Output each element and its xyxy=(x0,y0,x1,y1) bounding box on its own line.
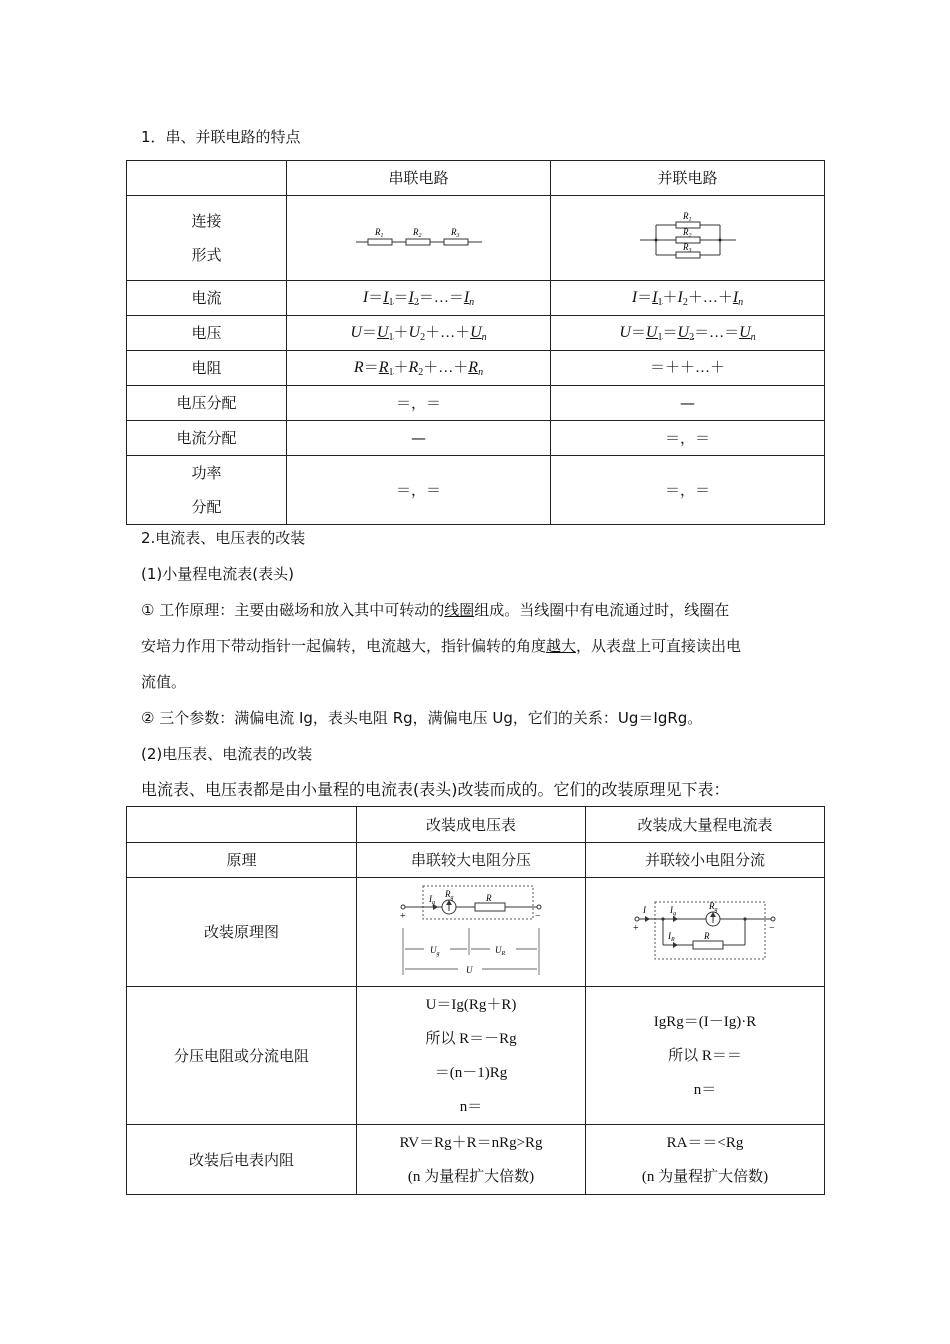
row-label-voltage-division: 电压分配 xyxy=(127,386,287,421)
paragraph-three-parameters: ② 三个参数：满偏电流 Ig，表头电阻 Rg，满偏电压 Ug，它们的关系：Ug＝IgRg。 xyxy=(141,709,703,727)
parallel-current-formula: $I=I_1+I_2+\dots+I_n$ xyxy=(551,281,825,316)
formula-line: 所以 R＝－Rg xyxy=(425,1030,517,1047)
voltmeter-diagram-cell xyxy=(357,878,586,987)
formula-line: 所以 R＝＝ xyxy=(668,1047,742,1064)
parallel-circuit-diagram xyxy=(638,208,738,268)
resistor-r3 xyxy=(444,239,468,245)
ammeter-principle: 并联较小电阻分流 xyxy=(586,843,825,878)
row-label-resistor: 分压电阻或分流电阻 xyxy=(127,987,357,1125)
label-ig: $I_g$ xyxy=(429,894,435,906)
paragraph-working-principle-line3: 流值。 xyxy=(141,673,187,691)
plus-sign: + xyxy=(633,923,639,934)
formula-line: n＝ xyxy=(459,1098,483,1115)
row-label-voltage: 电压 xyxy=(127,316,287,351)
formula-line: RV＝Rg＋R＝nRg>Rg xyxy=(399,1134,543,1151)
label-rg: $R_g$ xyxy=(445,889,454,901)
series-diagram-cell xyxy=(287,196,551,281)
text: ① 工作原理：主要由磁场和放入其中可转动的 xyxy=(141,601,445,619)
paragraph-working-principle-line2 xyxy=(141,628,821,664)
voltmeter-inner-resistance xyxy=(357,1125,586,1195)
text: 组成。当线圈中有电流通过时，线圈在 xyxy=(474,601,730,619)
junction xyxy=(743,917,746,920)
formula-line: n＝ xyxy=(693,1081,717,1098)
circuit-table xyxy=(126,160,825,525)
parallel-current-division: ＝，＝ xyxy=(551,421,825,456)
parallel-power-division: ＝，＝ xyxy=(551,456,825,525)
parallel-voltage-division: — xyxy=(551,386,825,421)
voltmeter-resistor-formulas xyxy=(357,987,586,1125)
formula-line: RA＝＝<Rg xyxy=(666,1134,744,1151)
row-label-diagram: 改装原理图 xyxy=(127,878,357,987)
header-parallel: 并联电路 xyxy=(551,161,825,196)
label-line: 功率 xyxy=(191,464,222,482)
section2-title: 2.电流表、电压表的改装 xyxy=(141,529,306,547)
series-resistance-formula: $R=R_1+R_2+\dots+R_n$ xyxy=(287,351,551,386)
plus-sign: + xyxy=(400,911,406,922)
label-r3: $R_3$ xyxy=(682,242,691,254)
parallel-voltage-formula: $U=U_1=U_2=\dots=U_n$ xyxy=(551,316,825,351)
row-label-resistance: 电阻 xyxy=(127,351,287,386)
label-r2: $R_2$ xyxy=(412,227,421,239)
ammeter-conversion-diagram xyxy=(630,897,780,967)
label-r: R xyxy=(486,893,492,903)
label-r1: $R_1$ xyxy=(374,227,383,239)
current-arrow xyxy=(645,916,650,922)
section2-intro: 电流表、电压表都是由小量程的电流表(表头)改装而成的。它们的改装原理见下表： xyxy=(141,780,730,799)
label-ug: $U_g$ xyxy=(430,945,440,957)
text: ，从表盘上可直接读出电 xyxy=(576,637,742,655)
formula-line: IgRg＝(I－Ig)·R xyxy=(653,1013,757,1030)
label-line: 形式 xyxy=(191,246,222,264)
series-current-division: — xyxy=(287,421,551,456)
terminal-negative xyxy=(771,917,775,921)
label-r2: $R_2$ xyxy=(682,227,691,239)
label-r3: $R_3$ xyxy=(450,227,459,239)
resistor-r xyxy=(475,903,505,911)
label-r: R xyxy=(704,931,710,941)
terminal-negative xyxy=(537,905,541,909)
header-ammeter: 改装成大量程电流表 xyxy=(586,807,825,843)
row-label-power-division xyxy=(127,456,287,525)
series-voltage-formula: $U=U_1+U_2+\dots+U_n$ xyxy=(287,316,551,351)
junction xyxy=(654,238,657,241)
minus-sign: − xyxy=(535,911,541,922)
label-u: U xyxy=(466,965,473,975)
voltmeter-principle: 串联较大电阻分压 xyxy=(357,843,586,878)
paragraph-working-principle-line1 xyxy=(141,592,821,628)
row-label-current: 电流 xyxy=(127,281,287,316)
row-label-connection xyxy=(127,196,287,281)
formula-line: ＝(n－1)Rg xyxy=(434,1064,508,1081)
ammeter-diagram-cell xyxy=(586,878,825,987)
section2-sub1: (1)小量程电流表(表头) xyxy=(141,565,294,583)
label-line: 分配 xyxy=(191,498,222,516)
formula-line: (n 为量程扩大倍数) xyxy=(407,1168,535,1185)
resistor-r1 xyxy=(368,239,392,245)
header-series: 串联电路 xyxy=(287,161,551,196)
parallel-resistance-formula: ＝＋＋…＋ xyxy=(551,351,825,386)
terminal-positive xyxy=(401,905,405,909)
resistor-r2 xyxy=(406,239,430,245)
row-label-current-division: 电流分配 xyxy=(127,421,287,456)
minus-sign: − xyxy=(769,923,775,934)
text: 安培力作用下带动指针一起偏转，电流越大，指针偏转的角度 xyxy=(141,637,547,655)
label-ir: $I_R$ xyxy=(668,931,675,943)
junction xyxy=(661,917,664,920)
row-label-inner-resistance: 改装后电表内阻 xyxy=(127,1125,357,1195)
label-ig: $I_g$ xyxy=(670,905,676,917)
voltmeter-conversion-diagram xyxy=(396,883,546,981)
series-circuit-diagram xyxy=(354,223,484,253)
junction xyxy=(718,238,721,241)
header-voltmeter: 改装成电压表 xyxy=(357,807,586,843)
formula-line: (n 为量程扩大倍数) xyxy=(641,1168,769,1185)
table2-corner xyxy=(127,807,357,843)
ammeter-inner-resistance xyxy=(586,1125,825,1195)
series-power-division: ＝，＝ xyxy=(287,456,551,525)
label-ur: $U_R$ xyxy=(495,945,506,957)
series-voltage-division: ＝，＝ xyxy=(287,386,551,421)
formula-line: U＝Ig(Rg＋R) xyxy=(425,996,517,1013)
ammeter-resistor-formulas xyxy=(586,987,825,1125)
terminal-positive xyxy=(635,917,639,921)
section2-sub2: (2)电压表、电流表的改装 xyxy=(141,745,313,763)
conversion-table xyxy=(126,806,825,1195)
label-rg: $R_g$ xyxy=(709,901,718,913)
row-label-principle: 原理 xyxy=(127,843,357,878)
parallel-diagram-cell xyxy=(551,196,825,281)
underlined-term-larger: 越大 xyxy=(546,637,577,655)
section1-title: 1．串、并联电路的特点 xyxy=(141,128,301,146)
label-line: 连接 xyxy=(191,212,222,230)
underlined-term-coil: 线圈 xyxy=(444,601,475,619)
series-current-formula: $I=I_1=I_2=\dots=I_n$ xyxy=(287,281,551,316)
table1-corner xyxy=(127,161,287,196)
label-i: I xyxy=(643,905,646,915)
label-r1: $R_1$ xyxy=(682,211,691,223)
resistor-r xyxy=(693,941,723,949)
